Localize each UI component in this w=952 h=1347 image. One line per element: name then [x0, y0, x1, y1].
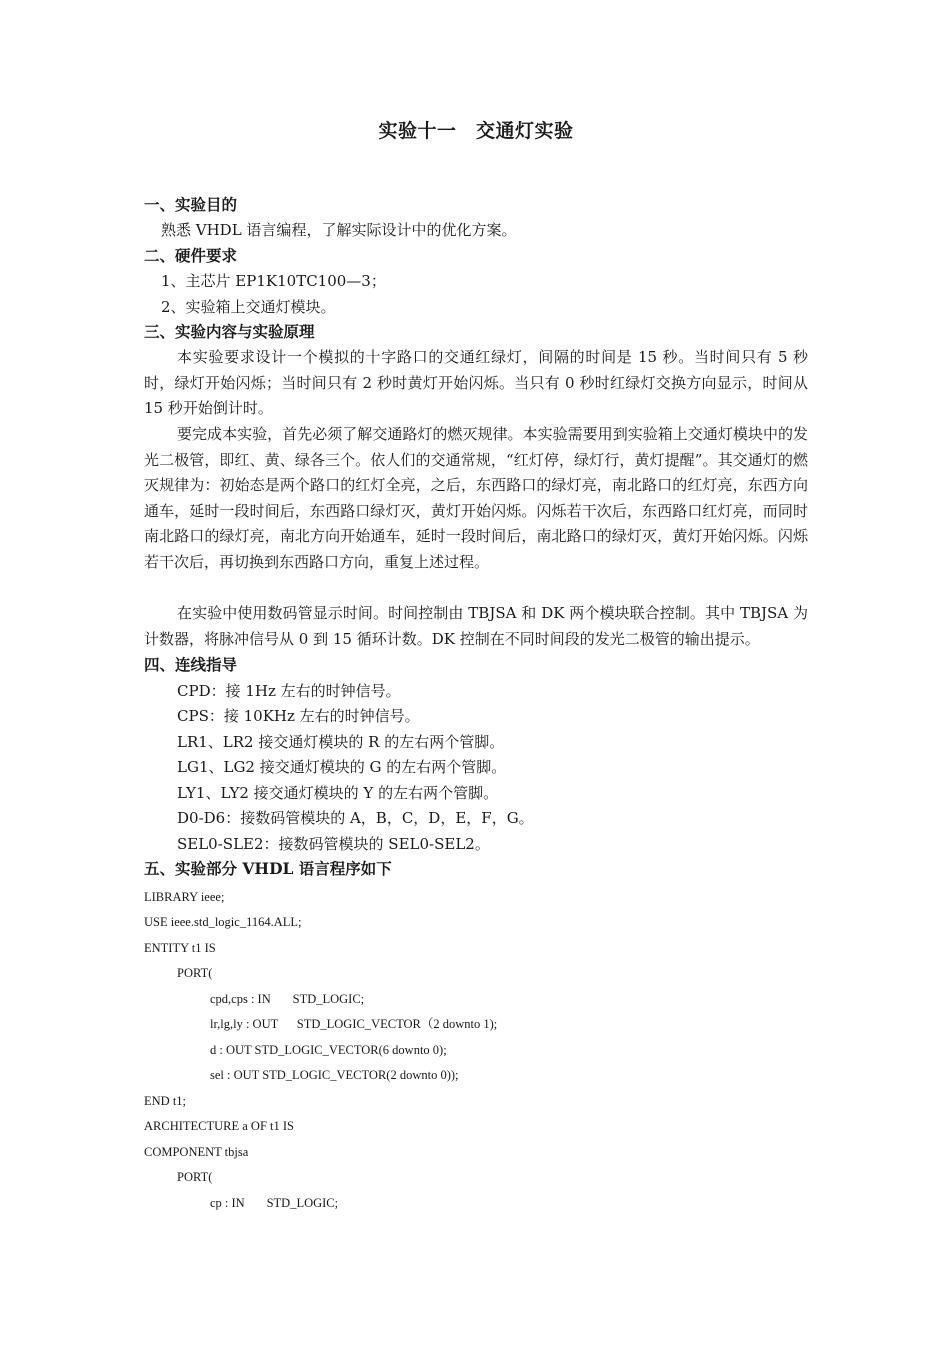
- section-heading-hardware: 二、硬件要求: [144, 246, 238, 265]
- hardware-item: 2、实验箱上交通灯模块。: [161, 298, 336, 316]
- hardware-item: 1、主芯片 EP1K10TC100—3；: [161, 272, 386, 290]
- code-line: sel : OUT STD_LOGIC_VECTOR(2 downto 0));: [210, 1068, 459, 1082]
- section-heading-principle: 三、实验内容与实验原理: [144, 322, 315, 341]
- section-heading-program: 五、实验部分 VHDL 语言程序如下: [144, 859, 392, 878]
- code-line: ARCHITECTURE a OF t1 IS: [144, 1119, 294, 1133]
- principle-paragraph: 在实验中使用数码管显示时间。时间控制由 TBJSA 和 DK 两个模块联合控制。其中 TBJSA 为计数器，将脉冲信号从 0 到 15 循环计数。DK 控制在不同时间段的发光二极管的输出提示。: [144, 604, 808, 648]
- wiring-item: SEL0-SLE2：接数码管模块的 SEL0-SEL2。: [177, 835, 490, 853]
- wiring-item: LG1、LG2 接交通灯模块的 G 的左右两个管脚。: [177, 758, 507, 776]
- wiring-item: LY1、LY2 接交通灯模块的 Y 的左右两个管脚。: [177, 784, 499, 802]
- code-line: d : OUT STD_LOGIC_VECTOR(6 downto 0);: [210, 1043, 447, 1057]
- code-line: cp : IN STD_LOGIC;: [210, 1196, 339, 1210]
- page-title: 实验十一 交通灯实验: [378, 120, 574, 142]
- purpose-text: 熟悉 VHDL 语言编程，了解实际设计中的优化方案。: [161, 221, 517, 239]
- section-heading-wiring: 四、连线指导: [144, 655, 238, 674]
- code-line: lr,lg,ly : OUT STD_LOGIC_VECTOR（2 downto 1);: [210, 1017, 498, 1031]
- principle-paragraph: 本实验要求设计一个模拟的十字路口的交通红绿灯，间隔的时间是 15 秒。当时间只有 5 秒时，绿灯开始闪烁；当时间只有 2 秒时黄灯开始闪烁。当只有 0 秒时红绿灯交换方向显示，时间从 15 秒开始倒计时。: [144, 348, 808, 417]
- code-line: COMPONENT tbjsa: [144, 1145, 249, 1159]
- code-line: END t1;: [144, 1094, 187, 1108]
- section-heading-purpose: 一、实验目的: [144, 195, 238, 214]
- code-line: PORT(: [177, 966, 213, 980]
- code-line: PORT(: [177, 1170, 213, 1184]
- wiring-item: CPS：接 10KHz 左右的时钟信号。: [177, 707, 420, 725]
- code-line: ENTITY t1 IS: [144, 941, 216, 955]
- principle-paragraph: 要完成本实验，首先必须了解交通路灯的燃灭规律。本实验需要用到实验箱上交通灯模块中的发光二极管，即红、黄、绿各三个。依人们的交通常规，“红灯停，绿灯行，黄灯提醒”。其交通灯的燃灭规律为：初始态是两个路口的红灯全亮，之后，东西路口的绿灯亮，南北路口的红灯亮，东西方向通车，延时一段时间后，东西路口绿灯灭，黄灯开始闪烁。闪烁若干次后，东西路口红灯亮，而同时南北路口的绿灯亮，南北方向开始通车，延时一段时间后，南北路口的绿灯灭，黄灯开始闪烁。闪烁若干次后，再切换到东西路口方向，重复上述过程。: [144, 425, 808, 571]
- wiring-item: D0-D6：接数码管模块的 A，B，C，D，E，F，G。: [177, 809, 534, 827]
- code-line: cpd,cps : IN STD_LOGIC;: [210, 992, 365, 1006]
- wiring-item: CPD：接 1Hz 左右的时钟信号。: [177, 682, 401, 700]
- code-line: LIBRARY ieee;: [144, 890, 225, 904]
- wiring-item: LR1、LR2 接交通灯模块的 R 的左右两个管脚。: [177, 733, 505, 751]
- code-line: USE ieee.std_logic_1164.ALL;: [144, 915, 302, 929]
